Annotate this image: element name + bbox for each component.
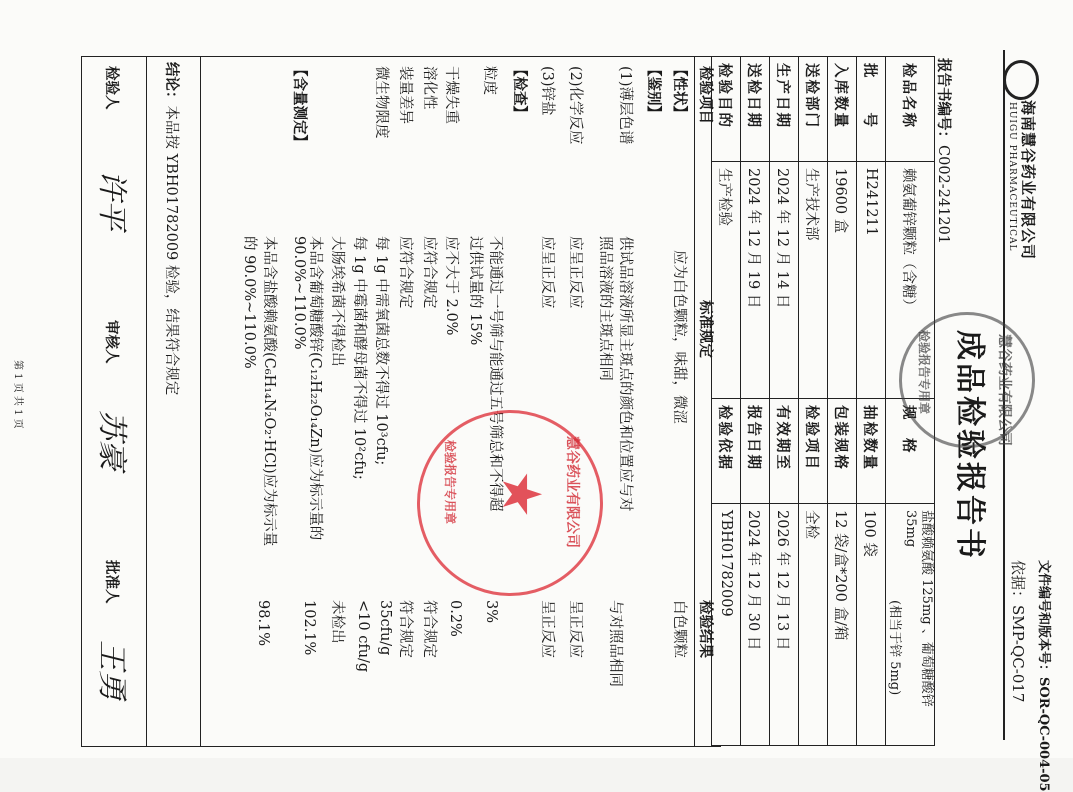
spec-line-1: 盐酸赖氨酸 125mg 、葡萄糖酸锌 35mg	[903, 510, 934, 707]
micro-item: 微生物限度	[373, 66, 389, 139]
granularity-standard-2: 过供试量的 15%	[467, 236, 483, 346]
basis: 依据：SMP-QC-017	[1009, 560, 1027, 703]
report-no-value: C002-241201	[935, 145, 951, 245]
file-code: 文件编号和版本号：SOR-QC-004-05	[1036, 560, 1051, 792]
tlc-result: 与对照品相同	[607, 600, 623, 687]
stamp-top-text: 慧谷药业有限公司	[996, 334, 1012, 446]
info-label: 包装规格	[828, 399, 857, 504]
info-label: 送检日期	[741, 57, 770, 162]
info-label: 送检部门	[799, 57, 828, 162]
info-value: 生产技术部	[799, 162, 828, 399]
granularity-item: 粒度	[481, 66, 497, 95]
solubility-result: 符合规定	[421, 600, 437, 658]
fill-standard: 应符合规定	[397, 236, 413, 309]
col-standard-header: 标准规定	[697, 300, 714, 358]
assay2-standard-1: 本品含盐酸赖氨酸(C₆H₁₄N₂O₂·HCl)应为标示量	[261, 236, 277, 547]
info-label: 检验项目	[799, 399, 828, 504]
inspector-signature: 许平	[94, 170, 129, 230]
info-value: 2024 年 12 月 30 日	[741, 504, 770, 746]
info-value: 赖氨葡锌颗粒（含糖）	[886, 162, 935, 399]
info-value: 生产检验	[712, 162, 741, 399]
micro-result-3: 未检出	[329, 600, 345, 644]
chem-standard: 应呈正反应	[567, 236, 583, 309]
info-label: 规 格	[886, 399, 935, 504]
company-name: 海南慧谷药业有限公司	[1019, 100, 1037, 261]
info-label: 生产日期	[770, 57, 799, 162]
assay1-result: 102.1%	[301, 600, 317, 656]
info-value: 12 袋/盒*200 盒/箱	[828, 504, 857, 746]
character-standard: 应为白色颗粒，味甜，微涩	[671, 250, 687, 424]
conclusion	[162, 62, 183, 395]
approver-label: 批准人	[103, 560, 120, 604]
report-no	[934, 58, 955, 244]
section-assay: 【含量测定】	[291, 62, 308, 149]
info-value: 19600 盒	[828, 162, 857, 399]
assay2-standard-2: 的 90.0%~110.0%	[241, 236, 257, 369]
info-label: 检验目的	[712, 57, 741, 162]
info-label: 批 号	[857, 57, 886, 162]
fill-item: 装量差异	[397, 66, 413, 124]
col-item-header: 检验项目	[697, 66, 714, 124]
info-value: 全检	[799, 504, 828, 746]
info-value: H241211	[857, 162, 886, 399]
section-inspection: 【检查】	[511, 62, 528, 120]
assay2-result: 98.1%	[255, 600, 271, 647]
section-character: 【性状】	[671, 62, 688, 120]
info-label: 有效期至	[770, 399, 799, 504]
reviewer-label: 审核人	[103, 320, 120, 364]
drying-item: 干燥失重	[443, 66, 459, 124]
assay1-standard-2: 90.0%~110.0%	[291, 236, 307, 350]
approver-signature: 王勇	[94, 640, 129, 700]
company-name-en: HUIGU PHARMACEUTICAL	[1007, 102, 1017, 252]
spec-line-2: (相当于锌 5mg)	[887, 600, 902, 696]
stamp-middle-subtext: 检验报告专用章	[443, 440, 457, 525]
info-value: 2026 年 12 月 13 日	[770, 504, 799, 746]
granularity-result: 3%	[483, 600, 499, 624]
micro-standard-2: 每 1g 中霉菌和酵母菌不得过 10²cfu;	[351, 236, 367, 480]
solubility-standard: 应符合规定	[421, 236, 437, 309]
info-value: 2024 年 12 月 14 日	[770, 162, 799, 399]
drying-result: 0.2%	[447, 600, 463, 637]
info-label: 检验依据	[712, 399, 741, 504]
drying-standard: 应不大于 2.0%	[443, 236, 459, 336]
page-footer: 第 1 页 共 1 页	[12, 360, 23, 429]
stamp-star-icon: ★	[490, 470, 553, 519]
character-result: 白色颗粒	[671, 600, 687, 658]
tlc-standard-1: 供试品溶液所显主斑点的颜色和位置应与对	[617, 236, 633, 512]
reviewer-signature: 苏豪	[94, 410, 129, 470]
tlc-standard-2: 照品溶液的主斑点相同	[597, 236, 613, 381]
info-label: 抽检数量	[857, 399, 886, 504]
info-value: 2024 年 12 月 19 日	[741, 162, 770, 399]
conclusion-text: 本品按 YBH01782009 检验，结果符合规定	[163, 105, 179, 396]
stamp-middle-text: 慧谷药业有限公司	[564, 436, 580, 548]
report-title: 成品检验报告书	[952, 330, 987, 561]
conclusion-label: 结论：	[163, 62, 180, 106]
report-no-label: 报告书编号：	[935, 58, 952, 145]
stamp-top-subtext: 检验报告专用章	[917, 330, 931, 415]
info-value	[886, 504, 935, 746]
micro-result-1: 35cfu/g	[377, 600, 393, 656]
zinc-standard: 应呈正反应	[539, 236, 555, 309]
micro-result-2: <10 cfu/g	[355, 600, 371, 673]
info-label: 报告日期	[741, 399, 770, 504]
tlc-item: (1)薄层色谱	[617, 66, 633, 145]
inspector-label: 检验人	[103, 66, 120, 110]
chem-item: (2)化学反应	[567, 66, 583, 145]
micro-standard-3: 大肠埃希菌不得检出	[329, 236, 345, 367]
assay1-standard-1: 本品含葡萄糖酸锌(C₁₂H₂₂O₁₄Zn)应为标示量的	[307, 236, 323, 541]
micro-standard-1: 每 1g 中需氧菌总数不得过 10³cfu;	[373, 236, 389, 466]
company-logo-icon	[1003, 60, 1039, 100]
info-value: YBH01782009	[712, 504, 741, 746]
granularity-standard-1: 不能通过一号筛与能通过五号筛总和不得超	[487, 236, 503, 512]
solubility-item: 溶化性	[421, 66, 437, 110]
info-label: 检品名称	[886, 57, 935, 162]
section-identification: 【鉴别】	[645, 62, 662, 120]
chem-result: 呈正反应	[567, 600, 583, 658]
info-value: 100 袋	[857, 504, 886, 746]
fill-result: 符合规定	[397, 600, 413, 658]
info-label: 入库数量	[828, 57, 857, 162]
col-result-header: 检验结果	[697, 600, 714, 658]
zinc-result: 呈正反应	[539, 600, 555, 658]
zinc-item: (3)锌盐	[539, 66, 555, 116]
